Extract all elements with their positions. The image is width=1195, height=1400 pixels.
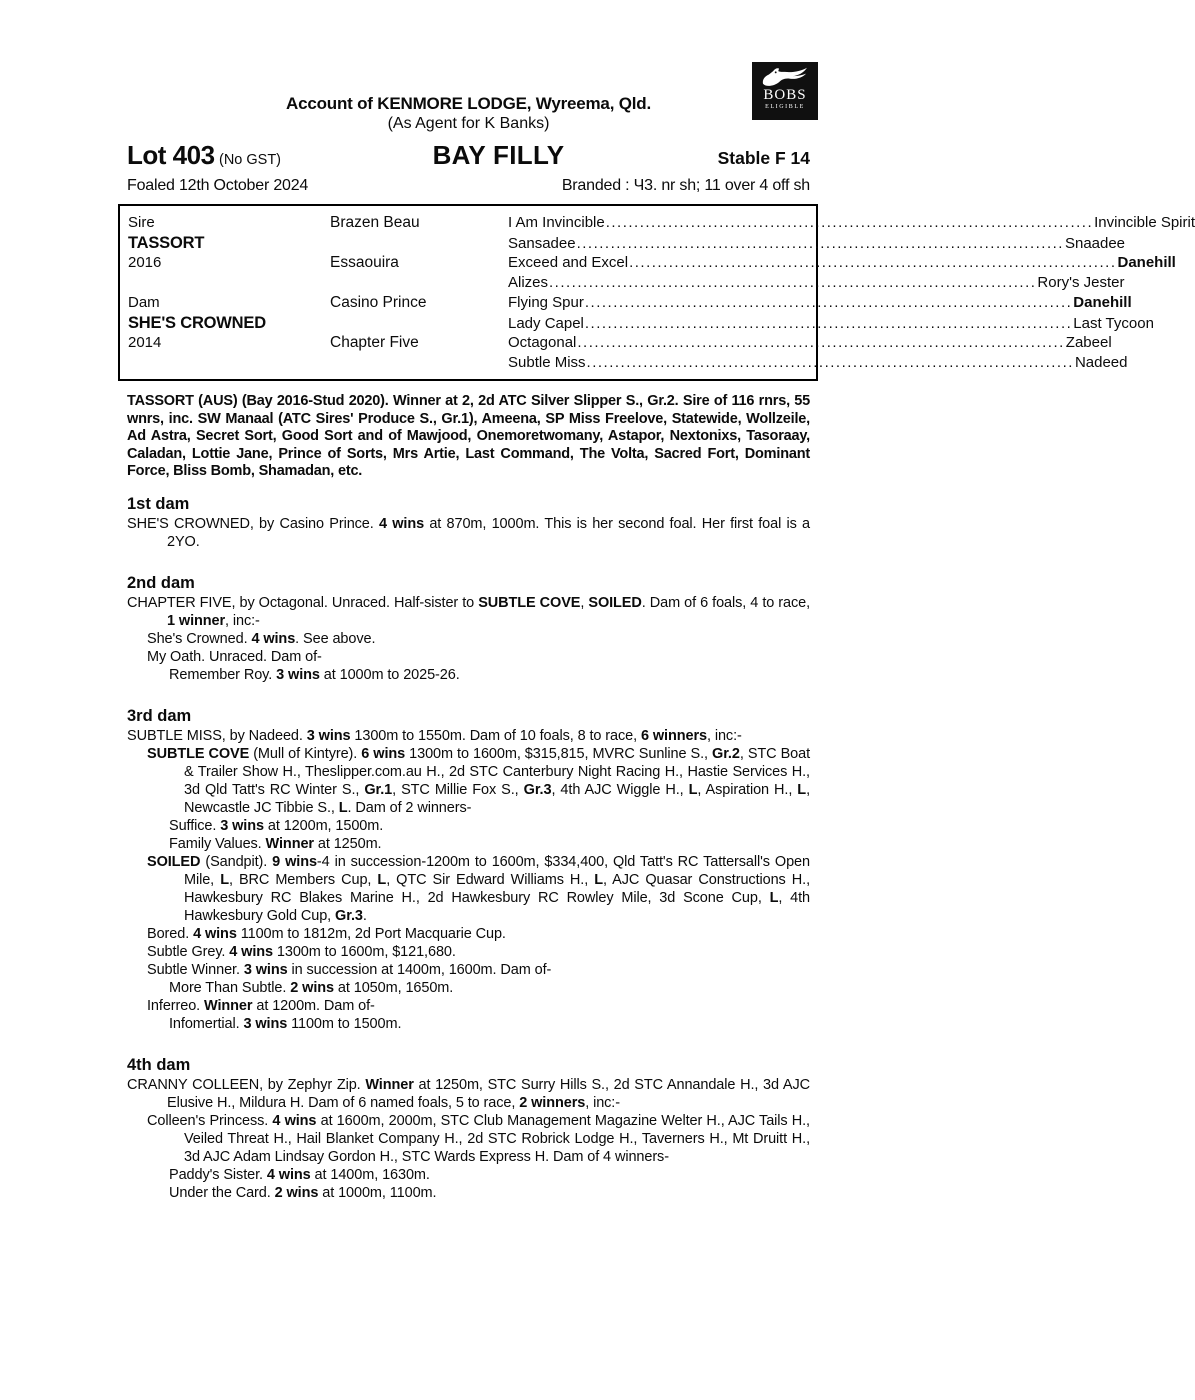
section-heading: 1st dam: [127, 494, 190, 513]
page-title: BAY FILLY: [432, 140, 565, 170]
section-heading: 2nd dam: [127, 573, 195, 592]
pedigree-entry: Inferreo. Winner at 1200m. Dam of-: [147, 997, 375, 1014]
lot-row: [127, 140, 810, 171]
foaled-date: Foaled 12th October 2024: [127, 177, 309, 194]
sire-year: 2016: [128, 254, 162, 271]
dot-leader: [577, 234, 1064, 254]
pedigree-entry: Remember Roy. 3 wins at 1000m to 2025-26.: [169, 666, 460, 683]
granddam-name: Chapter Five: [330, 334, 419, 351]
dot-leader: [549, 273, 1036, 293]
pedigree-entry: CHAPTER FIVE, by Octagonal. Unraced. Half-sister to SUBTLE COVE, SOILED. Dam of 6 foals, 4 to race, 1 winner, inc:-: [127, 594, 811, 629]
gst-note: (No GST): [218, 152, 282, 168]
ancestor-sire-name: Snaadee: [1064, 235, 1126, 252]
pedigree-row: [128, 333, 1112, 353]
agent-line: (As Agent for K Banks): [387, 115, 550, 132]
dot-leader: [587, 353, 1074, 373]
account-line: Account of KENMORE LODGE, Wyreema, Qld.: [286, 94, 651, 113]
ancestor-sire-name: Rory's Jester: [1037, 274, 1125, 291]
ancestor-sire-name: Last Tycoon: [1073, 315, 1154, 332]
bobs-label: BOBS: [763, 87, 807, 103]
dot-leader: [585, 293, 1072, 313]
ancestor-name: Flying Spur: [508, 294, 584, 311]
pedigree-row: [128, 313, 1154, 333]
section-4th-dam: [127, 1056, 810, 1202]
ancestor-name: Lady Capel: [508, 315, 584, 332]
dot-leader: [577, 333, 1064, 353]
dam-year: 2014: [128, 334, 162, 351]
pedigree-entry: Infomertial. 3 wins 1100m to 1500m.: [169, 1015, 402, 1032]
pedigree-entry: My Oath. Unraced. Dam of-: [147, 648, 322, 665]
ancestor-name: I Am Invincible: [508, 214, 605, 231]
pedigree-row: [128, 353, 1128, 373]
pedigree-entry: She's Crowned. 4 wins. See above.: [147, 630, 376, 647]
pedigree-entry: Subtle Winner. 3 wins in succession at 1400m, 1600m. Dam of-: [147, 961, 552, 978]
dot-leader: [585, 314, 1072, 334]
foal-row: [127, 177, 810, 195]
ancestor-name: Octagonal: [508, 334, 577, 351]
brand-details: [562, 177, 810, 195]
ancestor-name: Alizes: [508, 274, 549, 291]
section-heading: 4th dam: [127, 1055, 191, 1074]
ancestor-name: Sansadee: [508, 235, 576, 252]
stable-number: Stable F 14: [717, 148, 810, 168]
pedigree-entry: CRANNY COLLEEN, by Zephyr Zip. Winner at 1250m, STC Surry Hills S., 2d STC Annandale H., 3d AJC Elusive H., Mildura H. Dam of 6 named foals, 5 to race, 2 winners, inc:-: [127, 1076, 810, 1111]
brand-marks: Ч3. nr sh; 11 over 4 off sh: [633, 177, 810, 194]
section-2nd-dam: [127, 574, 810, 684]
pedigree-entry: Family Values. Winner at 1250m.: [169, 835, 382, 852]
ancestor-sire-name: Danehill: [1073, 294, 1132, 311]
pedigree-entry: SOILED (Sandpit). 9 wins-4 in succession-1200m to 1600m, $334,400, Qld Tatt's RC Tattersall's Open Mile, L, BRC Members Cup, L, QTC Sir Edward Williams H., L, AJC Quasar Constructions H., Hawkesbury RC Blakes Marine H., 2d Hawkesbury RC Rowley Mile, 3d Scone Cup, L, 4th Hawkesbury Gold Cup, Gr.3.: [147, 853, 811, 924]
pedigree-row: [128, 273, 1125, 293]
section-1st-dam: [127, 495, 810, 551]
dam-name: SHE'S CROWNED: [128, 314, 266, 332]
dam-label: Dam: [128, 294, 160, 311]
dot-leader: [629, 253, 1116, 273]
ancestor-name: Exceed and Excel: [508, 254, 629, 271]
branded-label: Branded :: [561, 177, 634, 194]
ancestor-sire-name: Nadeed: [1074, 354, 1128, 371]
ancestor-sire-name: Danehill: [1117, 254, 1176, 271]
pedigree-row: [128, 253, 1176, 273]
pedigree-entry: Suffice. 3 wins at 1200m, 1500m.: [169, 817, 384, 834]
pedigree-entry: More Than Subtle. 2 wins at 1050m, 1650m.: [169, 979, 454, 996]
sire-label: Sire: [128, 214, 155, 231]
section-heading: 3rd dam: [127, 706, 192, 725]
pedigree-entry: SUBTLE MISS, by Nadeed. 3 wins 1300m to 1550m. Dam of 10 foals, 8 to race, 6 winners, inc:-: [127, 727, 742, 744]
dot-leader: [606, 213, 1093, 233]
pedigree-row: [128, 233, 1126, 253]
grandam-name: Essaouira: [330, 254, 399, 271]
section-3rd-dam: [127, 707, 810, 1033]
pedigree-entry: Subtle Grey. 4 wins 1300m to 1600m, $121,680.: [147, 943, 456, 960]
pedigree-table: [118, 204, 1195, 381]
ancestor-sire-name: Zabeel: [1065, 334, 1112, 351]
pedigree-entry: SUBTLE COVE (Mull of Kintyre). 6 wins 1300m to 1600m, $315,815, MVRC Sunline S., Gr.2, STC Boat & Trailer Show H., Theslipper.com.au H., 2d STC Canterbury Night Racing H., Hastie Services H., 3d Qld Tatt's RC Winter S., Gr.1, STC Millie Fox S., Gr.3, 4th AJC Wiggle H., L, Aspiration H., L, Newcastle JC Tibbie S., L. Dam of 2 winners-: [147, 745, 811, 816]
sire-name: TASSORT: [128, 234, 205, 252]
pedigree-entry: Paddy's Sister. 4 wins at 1400m, 1630m.: [169, 1166, 430, 1183]
ancestor-sire-name: Invincible Spirit: [1094, 214, 1195, 231]
pedigree-row: [128, 293, 1132, 313]
pedigree-entry: Bored. 4 wins 1100m to 1812m, 2d Port Macquarie Cup.: [147, 925, 506, 942]
ancestor-name: Subtle Miss: [508, 354, 586, 371]
pedigree-entry: Colleen's Princess. 4 wins at 1600m, 2000m, STC Club Management Magazine Welter H., AJC Tails H., Veiled Threat H., Hail Blanket Company H., 2d STC Robrick Lodge H., Taverners H., Mt Druitt H., 3d AJC Adam Lindsay Gordon H., STC Wards Express H. Dam of 4 winners-: [147, 1112, 810, 1165]
lot-number: Lot 403: [127, 140, 215, 170]
pedigree-row: [128, 213, 1195, 233]
pedigree-entry: Under the Card. 2 wins at 1000m, 1100m.: [169, 1184, 437, 1201]
damsire-name: Casino Prince: [330, 294, 427, 311]
grandsire-name: Brazen Beau: [330, 214, 420, 231]
pedigree-entry: SHE'S CROWNED, by Casino Prince. 4 wins at 870m, 1000m. This is her second foal. Her first foal is a 2YO.: [127, 515, 810, 550]
bobs-eligible-label: ELIGIBLE: [765, 104, 805, 110]
sire-summary: TASSORT (AUS) (Bay 2016-Stud 2020). Winner at 2, 2d ATC Silver Slipper S., Gr.2. Sire of 116 rnrs, 55 wnrs, inc. SW Manaal (ATC Sires' Produce S., Gr.1), Ameena, SP Miss Freelove, Statewide, Wollzeile, Ad Astra, Secret Sort, Good Sort and of Mawjood, Onemoretwomany, Astapor, Nextonixs, Tasoraay, Caladan, Lottie Jane, Prince of Sorts, Mrs Artie, Last Command, The Volta, Sacred Fort, Dominant Force, Bliss Bomb, Shamadan, etc.: [127, 393, 810, 479]
